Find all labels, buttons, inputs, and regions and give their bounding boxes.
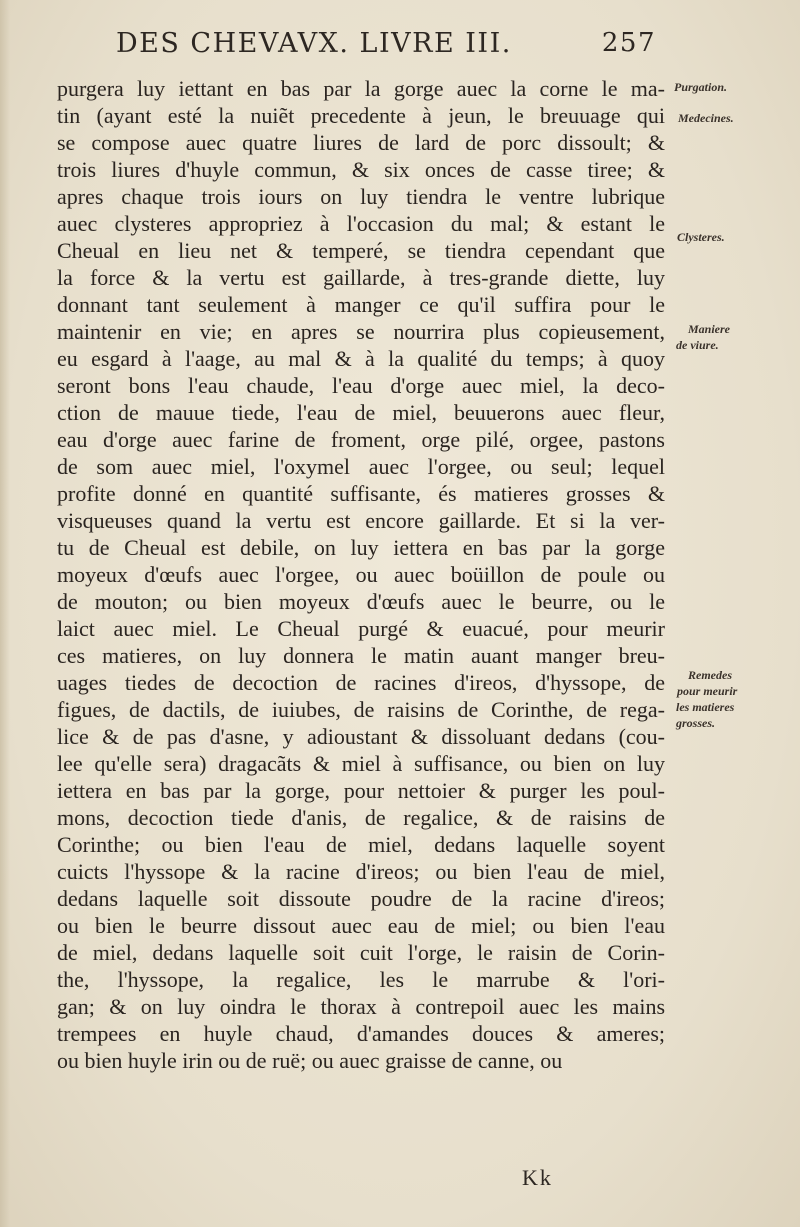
text-line: donnant tant seulement à manger ce qu'il suffira pour le [57, 292, 665, 317]
text-line: se compose auec quatre liures de lard de porc dissoult; & [57, 130, 665, 155]
margin-note-remedes: Remedes [688, 668, 732, 682]
text-line: lee qu'elle sera) dragacãts & miel à suffisance, ou bien on luy [57, 751, 665, 776]
text-line: trois liures d'huyle commun, & six onces de casse tiree; & [57, 157, 665, 182]
text-line: dedans laquelle soit dissoute poudre de la racine d'ireos; [57, 886, 665, 911]
page-gutter [0, 0, 10, 1227]
text-line: iettera en bas par la gorge, pour nettoier & purger les poul- [57, 778, 665, 803]
text-line: gan; & on luy oindra le thorax à contrepoil auec les mains [57, 994, 665, 1019]
signature-mark: Kk [522, 1165, 553, 1190]
text-line: tu de Cheual est debile, on luy iettera en bas par la gorge [57, 535, 665, 560]
text-line: trempees en huyle chaud, d'amandes douces & ameres; [57, 1021, 665, 1046]
text-line: mons, decoction tiede d'anis, de regalice, & de raisins de [57, 805, 665, 830]
text-line: laict auec miel. Le Cheual purgé & euacué, pour meurir [57, 616, 665, 641]
text-line: Corinthe; ou bien l'eau de miel, dedans laquelle soyent [57, 832, 665, 857]
text-line: figues, de dactils, de iuiubes, de raisins de Corinthe, de rega- [57, 697, 665, 722]
margin-note-grosses: grosses. [676, 716, 716, 730]
text-line: de mouton; ou bien moyeux d'œufs auec le beurre, ou le [57, 589, 665, 614]
text-line: seront bons l'eau chaude, l'eau d'orge auec miel, la deco- [57, 373, 665, 398]
margin-note-de-viure: de viure. [676, 338, 719, 352]
text-line: moyeux d'œufs auec l'orgee, ou auec boüillon de poule ou [57, 562, 665, 587]
text-line: profite donné en quantité suffisante, és matieres grosses & [57, 481, 665, 506]
text-line: purgera luy iettant en bas par la gorge auec la corne le ma- [57, 76, 665, 101]
text-line: eu esgard à l'aage, au mal & à la qualité du temps; à quoy [57, 346, 665, 371]
text-line: uages tiedes de decoction de racines d'ireos, d'hyssope, de [57, 670, 665, 695]
text-line: ces matieres, on luy donnera le matin auant manger breu- [57, 643, 665, 668]
text-line: the, l'hyssope, la regalice, les le marrube & l'ori- [57, 967, 665, 992]
text-line: apres chaque trois iours on luy tiendra le ventre lubrique [57, 184, 665, 209]
margin-note-pour-meurir: pour meurir [677, 684, 738, 698]
margin-note-clysteres: Clysteres. [677, 230, 725, 244]
text-line: la force & la vertu est gaillarde, à tres-grande diette, luy [57, 265, 665, 290]
text-line: visqueuses quand la vertu est encore gaillarde. Et si la ver- [57, 508, 665, 533]
body-text [57, 75, 665, 1074]
margin-note-les-matieres: les matieres [676, 700, 735, 714]
running-head-title: DES CHEVAVX. LIVRE III. [116, 28, 512, 59]
margin-note-maniere: Maniere [688, 322, 730, 336]
text-line: lice & de pas d'asne, y adioustant & dissoluant dedans (cou- [57, 724, 665, 749]
text-line: Cheual en lieu net & temperé, se tiendra cependant que [57, 238, 665, 263]
text-line: cuicts l'hyssope & la racine d'ireos; ou bien l'eau de miel, [57, 859, 665, 884]
page-number: 257 [601, 28, 656, 58]
text-line: ou bien le beurre dissout auec eau de miel; ou bien l'eau [57, 913, 665, 938]
text-line: maintenir en vie; en apres se nourrira plus copieusement, [57, 319, 665, 344]
margin-note-purgation: Purgation. [674, 80, 728, 94]
text-line: de som auec miel, l'oxymel auec l'orgee, ou seul; lequel [57, 454, 665, 479]
running-head [116, 28, 656, 59]
text-line: eau d'orge auec farine de froment, orge pilé, orgee, pastons [57, 427, 665, 452]
text-line: auec clysteres appropriez à l'occasion du mal; & estant le [57, 211, 665, 236]
margin-note-medecines: Medecines. [678, 111, 734, 125]
text-line: de miel, dedans laquelle soit cuit l'orge, le raisin de Corin- [57, 940, 665, 965]
text-line: ction de mauue tiede, l'eau de miel, beuuerons auec fleur, [57, 400, 665, 425]
text-line: ou bien huyle irin ou de ruë; ou auec graisse de canne, ou [57, 1048, 563, 1073]
text-line: tin (ayant esté la nuiẽt precedente à jeun, le breuuage qui [57, 103, 665, 128]
